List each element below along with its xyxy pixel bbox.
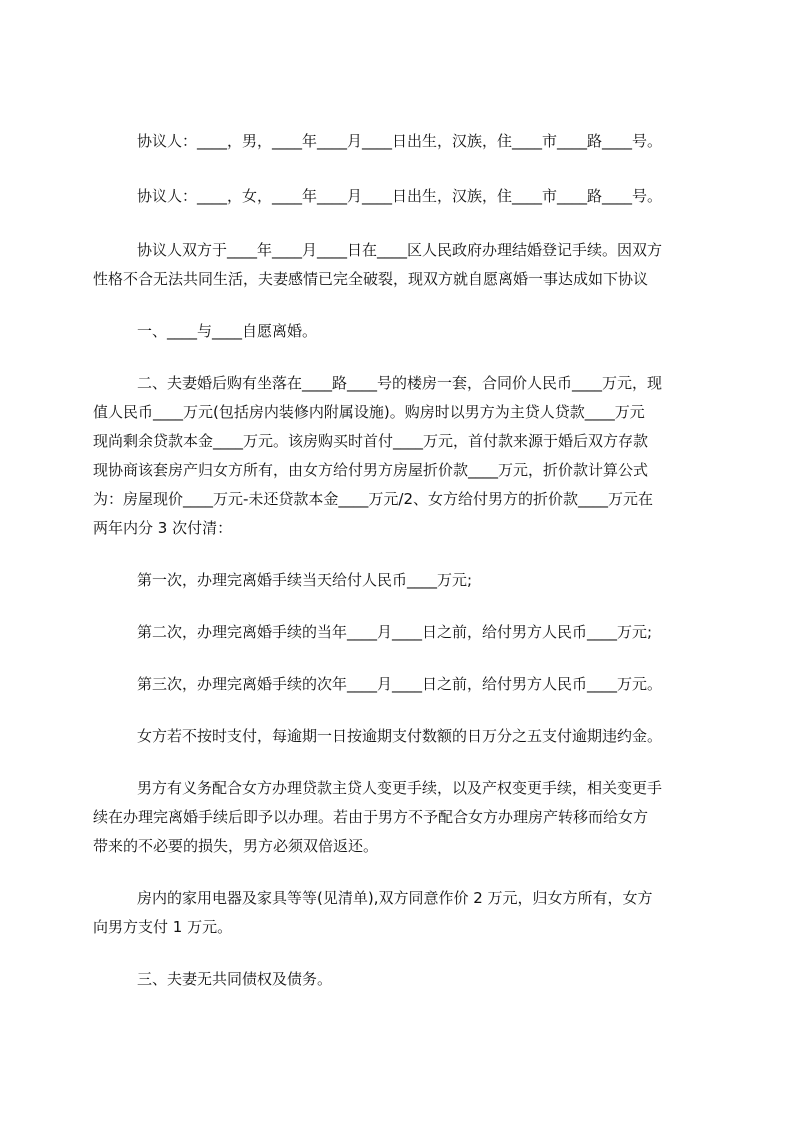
text-line: 房内的家用电器及家具等等(见清单),双方同意作价 2 万元，归女方所有，女方 <box>137 889 653 907</box>
payment-3-paragraph <box>93 670 699 699</box>
text-line: 三、夫妻无共同债权及债务。 <box>137 970 333 988</box>
text-line: 第二次，办理完离婚手续的当年____月____日之前，给付男方人民币____万元; <box>137 623 653 641</box>
text-line: 续在办理完离婚手续后即予以办理。若由于男方不予配合女方办理房产转移而给女方 <box>93 808 649 826</box>
clause-3-paragraph <box>93 965 699 994</box>
payment-1-paragraph <box>93 566 699 595</box>
text-line: 为：房屋现价____万元-未还贷款本金____万元/2、女方给付男方的折价款____万元在 <box>93 490 654 508</box>
text-line: 现尚剩余贷款本金____万元。该房购买时首付____万元，首付款来源于婚后双方存款 <box>93 432 649 450</box>
late-penalty-paragraph <box>93 722 699 751</box>
text-line: 向男方支付 1 万元。 <box>93 918 233 936</box>
text-line: 带来的不必要的损失，男方必须双倍返还。 <box>93 837 379 855</box>
text-line: 第一次，办理完离婚手续当天给付人民币____万元; <box>137 571 473 589</box>
payment-2-paragraph <box>93 618 699 647</box>
clause-2-paragraph <box>93 369 699 543</box>
text-line: 性格不合无法共同生活，夫妻感情已完全破裂，现双方就自愿离婚一事达成如下协议 <box>93 270 649 288</box>
household-items-paragraph <box>93 884 699 942</box>
text-line: 值人民币____万元(包括房内装修内附属设施)。购房时以男方为主贷人贷款____万元 <box>93 403 645 421</box>
text-line: 协议人双方于____年____月____日在____区人民政府办理结婚登记手续。因双方 <box>137 241 663 259</box>
text-line: 男方有义务配合女方办理贷款主贷人变更手续，以及产权变更手续，相关变更手 <box>137 779 663 797</box>
document-body <box>93 127 699 994</box>
text-line: 女方若不按时支付，每逾期一日按逾期支付数额的日万分之五支付逾期违约金。 <box>137 727 663 745</box>
loan-transfer-paragraph <box>93 774 699 861</box>
clause-1-paragraph <box>93 317 699 346</box>
party-male-paragraph <box>93 127 699 156</box>
party-female-paragraph <box>93 182 699 211</box>
text-line: 一、____与____自愿离婚。 <box>137 322 318 340</box>
text-line: 二、夫妻婚后购有坐落在____路____号的楼房一套，合同价人民币____万元，现 <box>137 374 663 392</box>
marriage-background-paragraph <box>93 236 699 294</box>
text-line: 协议人：____，男，____年____月____日出生，汉族，住____市____路____号。 <box>137 132 663 150</box>
text-line: 第三次，办理完离婚手续的次年____月____日之前，给付男方人民币____万元。 <box>137 675 663 693</box>
text-line: 现协商该套房产归女方所有，由女方给付男方房屋折价款____万元，折价款计算公式 <box>93 461 649 479</box>
text-line: 两年内分 3 次付清： <box>93 519 233 537</box>
text-line: 协议人：____，女，____年____月____日出生，汉族，住____市____路____号。 <box>137 187 663 205</box>
